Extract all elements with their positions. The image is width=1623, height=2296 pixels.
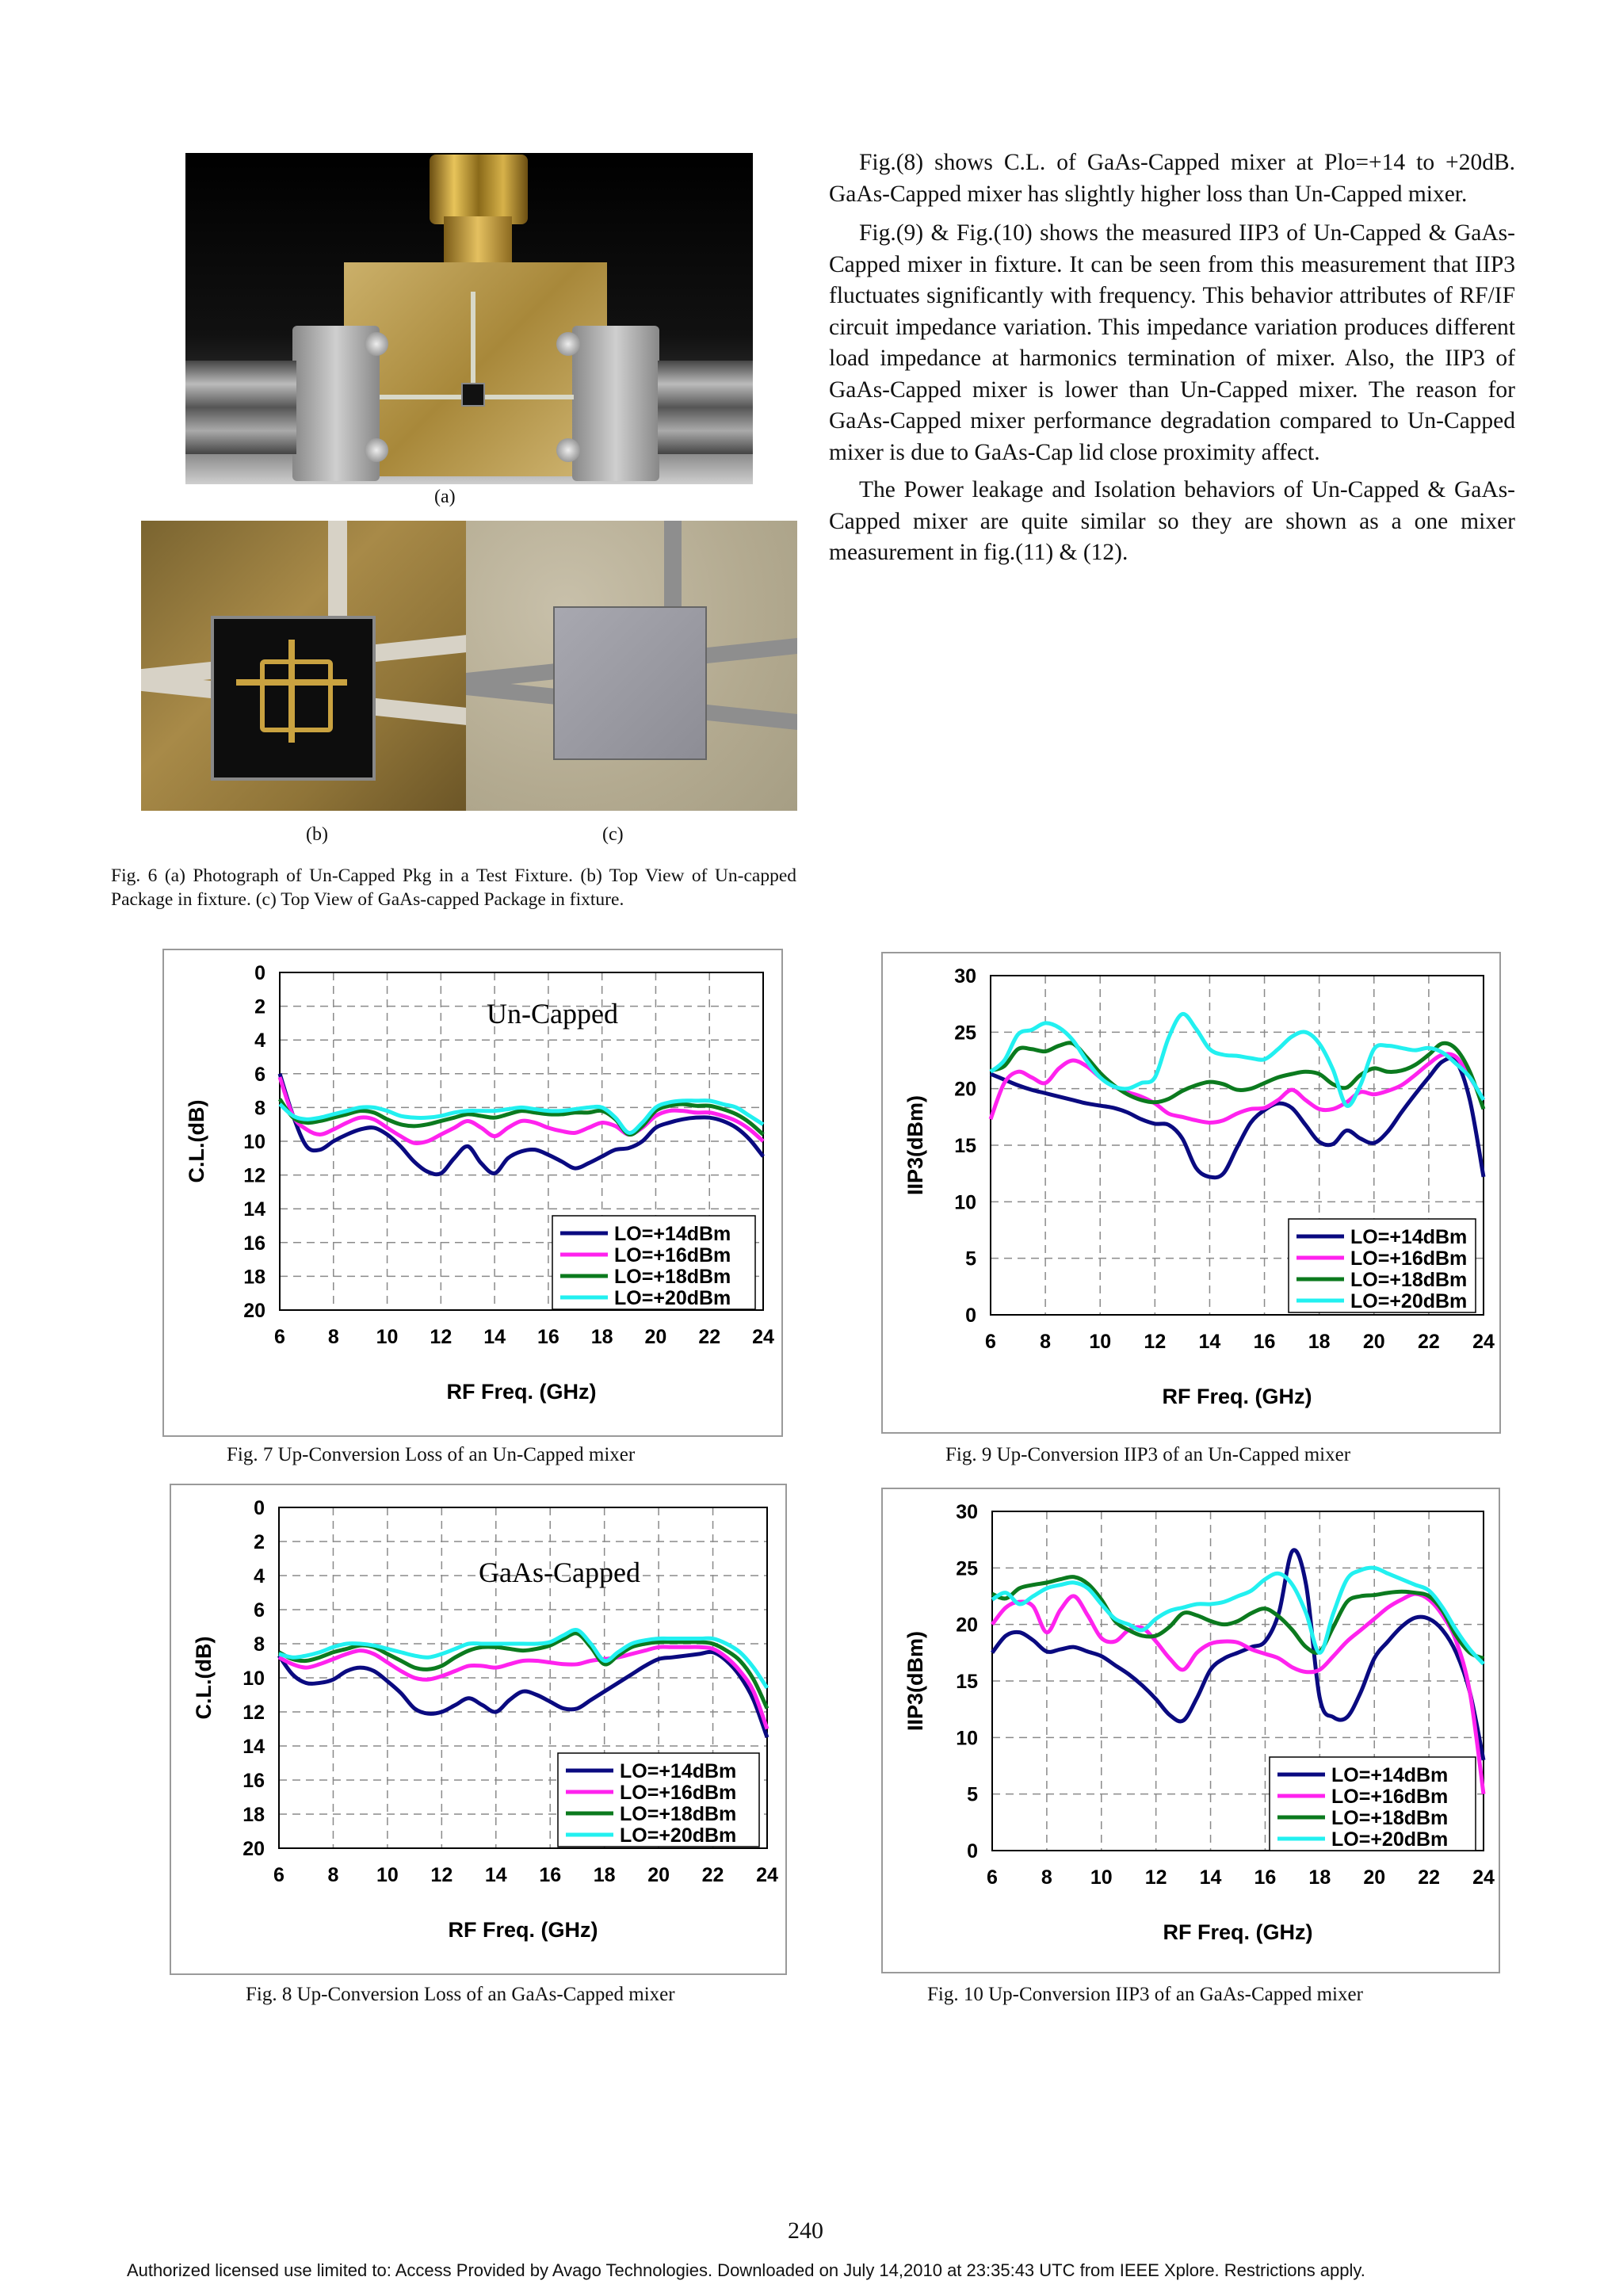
fig9-caption: Fig. 9 Up-Conversion IIP3 of an Un-Capped mixer — [945, 1444, 1351, 1465]
y-tick-label: 0 — [967, 1840, 978, 1862]
y-axis-label: C.L.(dB) — [192, 1636, 216, 1720]
series-line-lo16dbm — [279, 1647, 767, 1729]
x-tick-label: 10 — [376, 1326, 399, 1348]
y-tick-label: 20 — [956, 1614, 978, 1637]
y-tick-label: 20 — [954, 1078, 976, 1101]
x-tick-label: 16 — [1253, 1331, 1276, 1353]
x-tick-label: 24 — [756, 1864, 778, 1886]
legend-entry: LO=+16dBm — [620, 1782, 737, 1804]
y-tick-label: 18 — [242, 1804, 265, 1826]
fig6c-photo — [466, 521, 797, 811]
x-tick-label: 6 — [274, 1326, 285, 1348]
x-tick-label: 24 — [1472, 1331, 1495, 1353]
series-line-lo20dbm — [991, 1014, 1484, 1106]
fig6b-label: (b) — [306, 824, 328, 845]
fig8-chart — [170, 1484, 787, 1975]
fig6a-photo — [185, 153, 753, 484]
y-tick-label: 0 — [254, 962, 265, 984]
chart-annotation: Un-Capped — [487, 998, 618, 1030]
series-line-lo14dbm — [991, 1058, 1484, 1178]
x-tick-label: 14 — [483, 1326, 506, 1348]
x-tick-label: 20 — [1363, 1866, 1386, 1889]
y-tick-label: 8 — [254, 1633, 265, 1656]
legend-entry: LO=+16dBm — [614, 1244, 731, 1266]
y-tick-label: 30 — [956, 1501, 978, 1523]
fig8-svg — [171, 1485, 785, 1973]
chart-annotation: GaAs-Capped — [479, 1557, 640, 1588]
x-tick-label: 6 — [987, 1866, 998, 1889]
fig10-chart — [881, 1488, 1500, 1973]
series-line-lo14dbm — [280, 1074, 763, 1175]
y-tick-label: 5 — [965, 1247, 976, 1270]
y-tick-label: 14 — [242, 1736, 265, 1758]
x-tick-label: 18 — [1308, 1866, 1331, 1889]
y-tick-label: 5 — [967, 1783, 978, 1806]
legend-entry: LO=+18dBm — [1350, 1269, 1468, 1291]
x-tick-label: 12 — [430, 1326, 453, 1348]
y-tick-label: 16 — [242, 1770, 265, 1792]
legend-entry: LO=+18dBm — [614, 1266, 731, 1288]
legend-entry: LO=+18dBm — [620, 1803, 737, 1825]
x-tick-label: 10 — [376, 1864, 399, 1886]
fig6-caption: Fig. 6 (a) Photograph of Un-Capped Pkg in a Test Fixture. (b) Top View of Un-capped Package in fixture. (c) Top View of GaAs-capped Package in fixture. — [111, 865, 796, 910]
legend-entry: LO=+16dBm — [1331, 1786, 1449, 1808]
x-tick-label: 24 — [752, 1326, 774, 1348]
fig9-chart — [881, 952, 1501, 1434]
fig6c-label: (c) — [602, 824, 624, 845]
x-tick-label: 6 — [273, 1864, 285, 1886]
y-tick-label: 25 — [954, 1022, 976, 1045]
x-tick-label: 8 — [1041, 1866, 1052, 1889]
y-tick-label: 6 — [254, 1063, 265, 1086]
legend-entry: LO=+20dBm — [1350, 1290, 1468, 1312]
legend-entry: LO=+14dBm — [1350, 1226, 1468, 1248]
x-tick-label: 16 — [1254, 1866, 1277, 1889]
y-tick-label: 10 — [954, 1191, 976, 1214]
paragraph-1: Fig.(8) shows C.L. of GaAs-Capped mixer at Plo=+14 to +20dB. GaAs-Capped mixer has slightly higher loss than Un-Capped mixer. — [829, 150, 1515, 207]
y-tick-label: 4 — [254, 1565, 265, 1587]
y-tick-label: 0 — [254, 1497, 265, 1519]
fig7-chart — [162, 949, 783, 1437]
x-axis-label: RF Freq. (GHz) — [1163, 1920, 1313, 1944]
legend-entry: LO=+20dBm — [614, 1287, 731, 1309]
x-tick-label: 18 — [593, 1864, 616, 1886]
x-tick-label: 10 — [1090, 1866, 1113, 1889]
y-axis-label: C.L.(dB) — [185, 1099, 208, 1183]
y-tick-label: 12 — [243, 1164, 265, 1187]
y-tick-label: 0 — [965, 1305, 976, 1327]
x-tick-label: 14 — [484, 1864, 507, 1886]
fig6a-label: (a) — [434, 487, 456, 507]
y-tick-label: 20 — [243, 1300, 265, 1322]
y-tick-label: 10 — [243, 1131, 265, 1153]
y-tick-label: 10 — [242, 1668, 265, 1690]
x-tick-label: 16 — [537, 1326, 559, 1348]
x-tick-label: 22 — [1417, 1331, 1440, 1353]
x-tick-label: 22 — [698, 1326, 721, 1348]
x-tick-label: 14 — [1198, 1331, 1221, 1353]
y-tick-label: 2 — [254, 995, 265, 1018]
x-tick-label: 8 — [327, 1864, 339, 1886]
x-tick-label: 18 — [1308, 1331, 1331, 1353]
y-tick-label: 30 — [954, 965, 976, 988]
x-tick-label: 12 — [1144, 1866, 1167, 1889]
x-tick-label: 16 — [539, 1864, 562, 1886]
y-tick-label: 6 — [254, 1599, 265, 1622]
y-tick-label: 25 — [956, 1557, 978, 1580]
fig7-svg — [164, 950, 781, 1435]
y-axis-label: IIP3(dBm) — [903, 1095, 927, 1196]
x-tick-label: 12 — [1144, 1331, 1167, 1353]
legend-entry: LO=+14dBm — [1331, 1764, 1449, 1786]
x-tick-label: 20 — [1362, 1331, 1385, 1353]
copyright-footer: Authorized licensed use limited to: Access Provided by Avago Technologies. Downloaded on July 14,2010 at 23:35:43 UTC from IEEE Xplore. Restrictions apply. — [127, 2260, 1365, 2280]
y-tick-label: 10 — [956, 1727, 978, 1750]
legend-entry: LO=+18dBm — [1331, 1807, 1449, 1829]
x-tick-label: 6 — [985, 1331, 996, 1353]
y-tick-label: 8 — [254, 1097, 265, 1120]
legend-entry: LO=+20dBm — [620, 1824, 737, 1847]
x-axis-label: RF Freq. (GHz) — [446, 1380, 597, 1404]
right-column-text — [829, 147, 1515, 577]
y-axis-label: IIP3(dBm) — [903, 1630, 927, 1732]
x-tick-label: 18 — [590, 1326, 613, 1348]
fig8-caption: Fig. 8 Up-Conversion Loss of an GaAs-Capped mixer — [246, 1984, 675, 2005]
x-axis-label: RF Freq. (GHz) — [448, 1918, 598, 1942]
y-tick-label: 16 — [243, 1232, 265, 1255]
x-tick-label: 22 — [701, 1864, 724, 1886]
x-tick-label: 14 — [1199, 1866, 1222, 1889]
x-tick-label: 20 — [647, 1864, 670, 1886]
x-tick-label: 24 — [1472, 1866, 1495, 1889]
x-tick-label: 8 — [1040, 1331, 1052, 1353]
y-tick-label: 14 — [243, 1198, 265, 1221]
paragraph-2: Fig.(9) & Fig.(10) shows the measured IIP3 of Un-Capped & GaAs-Capped mixer in fixture. It can be seen from this measurement that IIP3 fluctuates significantly with frequency. This behavior attributes of RF/IF circuit impedance variation. This impedance variation produces different load impedance at harmonics termination of mixer. Also, the IIP3 of GaAs-Capped mixer is lower than Un-Capped mixer. The reason for GaAs-Capped mixer performance degradation compared to Un-Capped mixer is due to GaAs-Cap lid close proximity affect. — [829, 220, 1515, 465]
x-tick-label: 20 — [644, 1326, 667, 1348]
fig6b-photo — [141, 521, 475, 811]
page-number: 240 — [788, 2218, 823, 2244]
fig9-svg — [883, 953, 1499, 1432]
x-axis-label: RF Freq. (GHz) — [1162, 1385, 1312, 1408]
legend-entry: LO=+14dBm — [614, 1223, 731, 1245]
y-tick-label: 2 — [254, 1531, 265, 1553]
fig7-caption: Fig. 7 Up-Conversion Loss of an Un-Capped mixer — [227, 1444, 636, 1465]
y-tick-label: 15 — [954, 1135, 976, 1157]
x-tick-label: 12 — [430, 1864, 453, 1886]
y-tick-label: 4 — [254, 1030, 265, 1052]
paragraph-3: The Power leakage and Isolation behaviors of Un-Capped & GaAs-Capped mixer are quite similar so they are shown as a one mixer measurement in fig.(11) & (12). — [829, 477, 1515, 565]
fig10-svg — [883, 1489, 1499, 1972]
series-line-lo14dbm — [279, 1652, 767, 1737]
y-tick-label: 18 — [243, 1266, 265, 1289]
x-tick-label: 8 — [327, 1326, 339, 1348]
legend-entry: LO=+20dBm — [1331, 1828, 1449, 1851]
y-tick-label: 15 — [956, 1671, 978, 1693]
x-tick-label: 10 — [1089, 1331, 1112, 1353]
legend-entry: LO=+14dBm — [620, 1760, 737, 1782]
y-tick-label: 20 — [242, 1838, 265, 1860]
x-tick-label: 22 — [1418, 1866, 1441, 1889]
fig10-caption: Fig. 10 Up-Conversion IIP3 of an GaAs-Capped mixer — [927, 1984, 1363, 2005]
y-tick-label: 12 — [242, 1702, 265, 1724]
legend-entry: LO=+16dBm — [1350, 1247, 1468, 1270]
